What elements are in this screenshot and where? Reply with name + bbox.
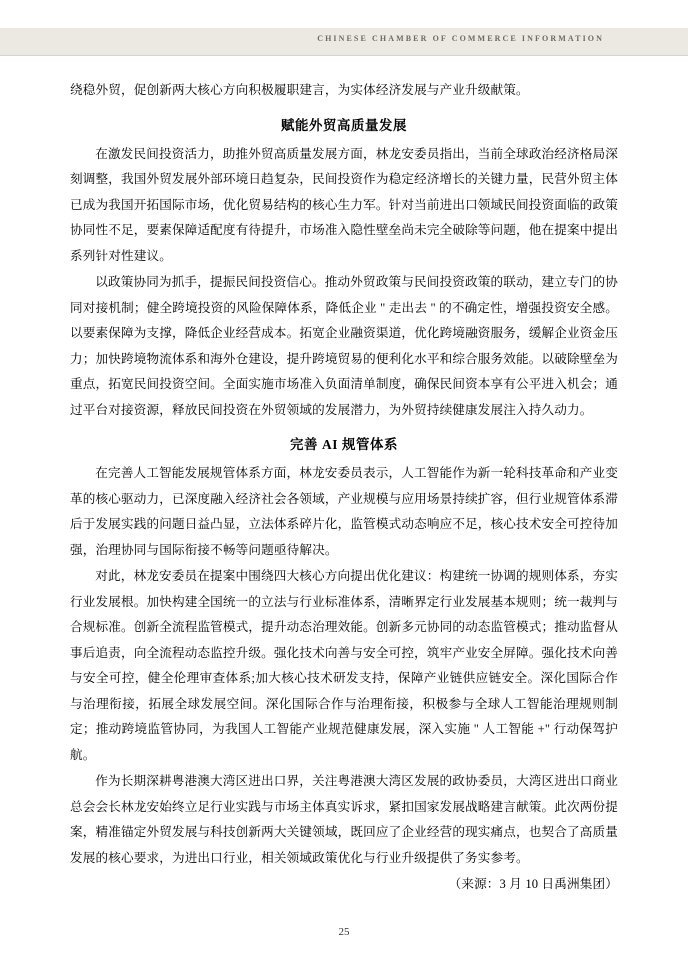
section-2-paragraph-2: 对此，林龙安委员在提案中围绕四大核心方向提出优化建议：构建统一协调的规则体系，夯实行业发展根。加快构建全国统一的立法与行业标准体系，清晰界定行业发展基本规则；统一裁判与合规标准。创新全流程监管模式，提升动态治理效能。创新多元协同的动态监管模式；推动监督从事后追责，向全流程动态监控升级。强化技术向善与安全可控，筑牢产业安全屏障。强化技术向善与安全可控，健全伦理审查体系;加大核心技术研发支持，保障产业链供应链安全。深化国际合作与治理衔接，拓展全球发展空间。深化国际合作与治理衔接，积极参与全球人工智能治理规则制定；推动跨境监管协同，为我国人工智能产业规范健康发展，深入实施 " 人工智能 +" 行动保驾护航。 (70, 569, 618, 762)
source-attribution: （来源：3 月 10 日禹洲集团） (448, 877, 618, 891)
section-2-paragraph-1: 在完善人工智能发展规管体系方面，林龙安委员表示，人工智能作为新一轮科技革命和产业变革的核心驱动力，已深度融入经济社会各领域，产业规模与应用场景持续扩容，但行业规管体系滞后于发展实践的问题日益凸显，立法体系碎片化，监管模式动态响应不足，核心技术安全可控待加强，治理协同与国际衔接不畅等问题亟待解决。 (70, 466, 618, 557)
section-2-paragraph-3: 作为长期深耕粤港澳大湾区进出口界，关注粤港澳大湾区发展的政协委员，大湾区进出口商业总会会长林龙安始终立足行业实践与市场主体真实诉求，紧扣国家发展战略建言献策。此次两份提案，精准锚定外贸发展与科技创新两大关键领域，既回应了企业经营的现实痛点，也契合了高质量发展的核心要求，为进出口行业，相关领域政策优化与行业升级提供了务实参考。 (70, 774, 618, 865)
page-content (70, 78, 618, 898)
section-heading-1: 赋能外贸高质量发展 (281, 117, 407, 133)
section-1-paragraph-2: 以政策协同为抓手，提振民间投资信心。推动外贸政策与民间投资政策的联动，建立专门的协同对接机制；健全跨境投资的风险保障体系，降低企业 " 走出去 " 的不确定性，增强投资安全感。以要素保障为支撑，降低企业经营成本。拓宽企业融资渠道，优化跨境融资服务，缓解企业资金压力；加快跨境物流体系和海外仓建设，提升跨境贸易的便利化水平和综合服务效能。以破除壁垒为重点，拓宽民间投资空间。全面实施市场准入负面清单制度，确保民间资本享有公平进入机会；通过平台对接资源，释放民间投资在外贸领域的发展潜力，为外贸持续健康发展注入持久动力。 (70, 275, 618, 417)
section-heading-2: 完善 AI 规管体系 (290, 437, 398, 452)
header-rule-bottom (0, 55, 688, 56)
running-header-title: CHINESE CHAMBER OF COMMERCE INFORMATION (317, 34, 604, 43)
continued-paragraph: 绕稳外贸，促创新两大核心方向积极履职建言，为实体经济发展与产业升级献策。 (70, 83, 529, 97)
page-number: 25 (338, 926, 350, 938)
section-1-paragraph-1: 在激发民间投资活力，助推外贸高质量发展方面，林龙安委员指出，当前全球政治经济格局深刻调整，我国外贸发展外部环境日趋复杂，民间投资作为稳定经济增长的关键力量，民营外贸主体已成为我国开拓国际市场，优化贸易结构的核心生力军。针对当前进出口领域民间投资面临的政策协同性不足，要素保障适配度有待提升，市场准入隐性壁垒尚未完全破除等问题，他在提案中提出系列针对性建议。 (70, 146, 618, 263)
